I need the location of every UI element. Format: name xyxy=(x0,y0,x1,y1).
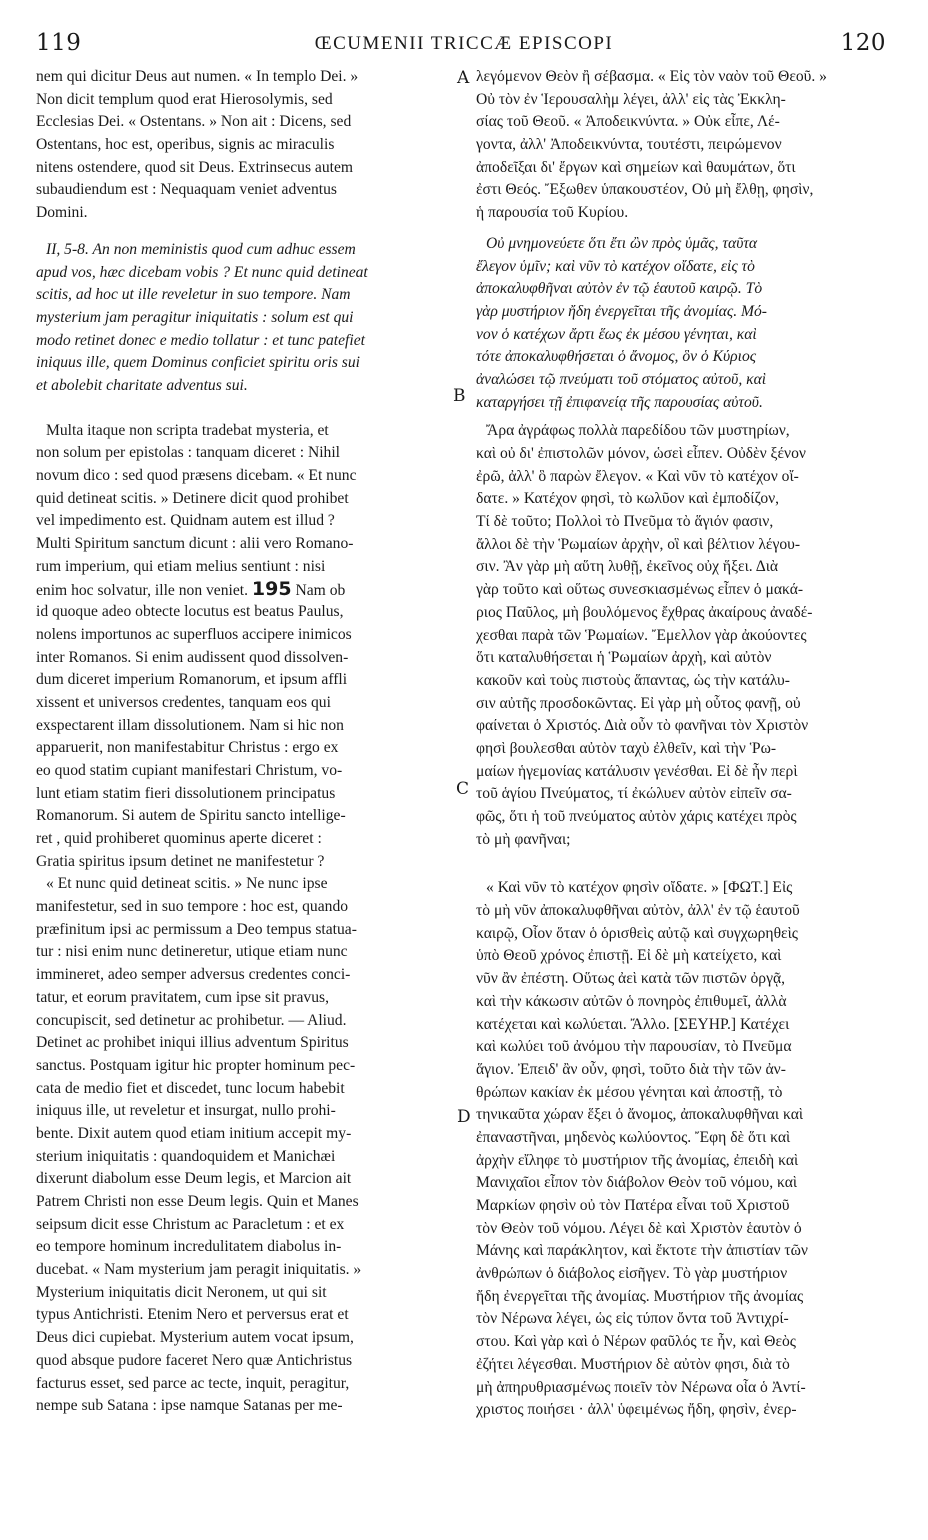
greek-line: ἀνθρώπων ὁ διάβολος εἰσῆγεν. Τὸ γὰρ μυστήριον xyxy=(476,1265,788,1283)
latin-line: typus Antichristi. Etenim Nero et perversus erat et xyxy=(36,1306,349,1324)
margin-letter-b: B xyxy=(453,386,466,406)
latin-paragraph-2-continued xyxy=(36,601,456,873)
greek-line: μὴ ἀπηρυθριασμένως ποιεῖν τὸν Νέρωνα οἷα ὁ Ἀντί- xyxy=(476,1378,806,1396)
latin-line: Ecclesias Dei. « Ostentans. » Non ait : Dicens, sed xyxy=(36,113,352,131)
page-header xyxy=(0,30,928,64)
greek-line: ὅτι καταλυθήσεται ἡ Ῥωμαίων ἀρχὴ, καὶ αὐτὸν xyxy=(476,649,772,667)
latin-paragraph-1 xyxy=(36,66,456,225)
greek-line: Τί δὲ τοῦτο; Πολλοὶ τὸ Πνεῦμα τὸ ἅγιόν φασιν, xyxy=(476,513,774,531)
margin-letter-a: A xyxy=(457,68,470,88)
latin-column xyxy=(36,66,456,1418)
latin-line-with-folio xyxy=(36,578,456,601)
latin-verse-line: mysterium jam peragitur iniquitatis : solum est qui xyxy=(36,308,354,326)
latin-line-tail: Nam ob xyxy=(295,582,346,600)
latin-line: Gratia spiritus ipsum detinet ne manifestetur ? xyxy=(36,852,325,870)
latin-line: sterium iniquitatis : quandoquidem et Manichæi xyxy=(36,1147,336,1165)
latin-verse-line: II, 5-8. An non meministis quod cum adhuc essem xyxy=(46,240,356,258)
greek-line: ἐρῶ, ἀλλ' ὃ παρὼν ἔλεγον. « Καὶ νῦν τὸ κατέχον οἴ- xyxy=(476,467,799,485)
latin-line: Patrem Christi non esse Deum legis. Quin et Manes xyxy=(36,1193,359,1210)
latin-line: concupiscit, sed detinetur ac prohibetur. — Aliud. xyxy=(36,1011,347,1029)
greek-line: χριστος ποιήσει · ἀλλ' ὑφειμένως ἤδη, φησὶν, ἐνερ- xyxy=(476,1401,797,1419)
latin-verse-line: apud vos, hæc dicebam vobis ? Et nunc quid detineat xyxy=(36,263,368,281)
greek-line: καὶ οὐ δι' ἐπιστολῶν μόνον, ὡσεὶ εἶπεν. Οὐδὲν ξένον xyxy=(476,445,806,462)
greek-line: τὸ μὴ νῦν ἀποκαλυφθῆναι αὐτὸν, ἀλλ' ἐν τῷ ἑαυτοῦ xyxy=(476,902,800,920)
latin-line: eo quod statim cupiant manifestari Christum, vo- xyxy=(36,761,343,779)
greek-line: δατε. » Κατέχον φησὶ, τὸ κωλῦον καὶ ἐμποδίζον, xyxy=(476,490,780,508)
latin-line: nem qui dicitur Deus aut numen. « In templo Dei. » xyxy=(36,68,359,85)
greek-scripture-verse xyxy=(476,233,892,415)
greek-verse-line: ἀποκαλυφθῆναι αὐτὸν ἐν τῷ ἑαυτοῦ καιρῷ. Τὸ xyxy=(476,280,763,298)
greek-line: τηνικαῦτα χώραν ἕξει ὁ ἄνομος, ἀποκαλυφθῆναι καὶ xyxy=(476,1106,804,1124)
latin-line: ret , quid prohiberet quominus aperte diceret : xyxy=(36,830,322,847)
greek-verse-line: γὰρ μυστήριον ἤδη ἐνεργεῖται τῆς ἀνομίας. Μό- xyxy=(476,302,767,320)
greek-line: καιρῷ, Οἷον ὅταν ὁ ὁρισθεὶς αὐτῷ καὶ συγχωρηθεὶς xyxy=(476,924,798,942)
latin-line: non solum per epistolas : tanquam diceret : Nihil xyxy=(36,444,341,462)
latin-verse-line: modo retinet donec e medio tollatur : et tunc patefiet xyxy=(36,331,365,349)
greek-verse-line: Οὐ μνημονεύετε ὅτι ἔτι ὢν πρὸς ὑμᾶς, ταῦτα xyxy=(486,234,758,252)
latin-line: manifestetur, sed in suo tempore : hoc est, quando xyxy=(36,898,349,916)
greek-line: καὶ κωλύει τοῦ ἀνόμου τὴν παρουσίαν, τὸ Πνεῦμα xyxy=(476,1038,792,1056)
latin-line: Multi Spiritum sanctum dicunt : alii vero Romano- xyxy=(36,535,354,553)
greek-line: ἐζήτει λέγεσθαι. Μυστήριον δὲ αὐτὸν φησι, διὰ τὸ xyxy=(476,1355,790,1373)
latin-line: dixerunt diabolum esse Deum legis, et Marcion ait xyxy=(36,1170,352,1188)
greek-line: γὰρ τοῦτο καὶ οὕτως συνεσκιασμένως εἶπεν ὁ μακά- xyxy=(476,581,804,599)
latin-line: exspectarent illam dissolutionem. Nam si hic non xyxy=(36,716,344,734)
greek-line: γοντα, ἀλλ' Ἀποδεικνύντα, τουτέστι, πειρώμενον xyxy=(476,136,782,154)
greek-line: κακοῦν καὶ τοὺς πιστοὺς ἅπαντας, ὡς τὴν κατάλυ- xyxy=(476,671,790,689)
greek-line: λεγόμενον Θεὸν ἢ σέβασμα. « Εἰς τὸν ναὸν τοῦ Θεοῦ. » xyxy=(476,68,827,85)
greek-line: τὸν Θεὸν τοῦ νόμου. Λέγει δὲ καὶ Χριστὸν ἑαυτὸν ὁ xyxy=(476,1219,802,1237)
latin-line: sanctus. Postquam igitur hic propter hominum pec- xyxy=(36,1056,356,1074)
latin-line: novum dico : sed quod præsens dicebam. « Et nunc xyxy=(36,467,357,484)
margin-letter-d: D xyxy=(457,1107,471,1127)
page-number-left: 119 xyxy=(36,30,82,56)
greek-paragraph-3 xyxy=(476,877,892,1422)
greek-line: Μανιχαῖοι εἶπον τὸν διάβολον Θεὸν τοῦ νόμου, καὶ xyxy=(476,1174,798,1192)
latin-paragraph-2 xyxy=(36,420,456,579)
greek-line: στου. Καὶ γὰρ καὶ ὁ Νέρων φαῦλός τε ἦν, καὶ Θεὸς xyxy=(476,1333,796,1351)
latin-line: nitens ostendere, quod sit Deus. Extrinsecus autem xyxy=(36,158,354,176)
greek-line: φῶς, ὅτι ἡ τοῦ πνεύματος αὐτὸν χάρις κατέχει πρὸς xyxy=(476,808,797,825)
greek-verse-line: νον ὁ κατέχων ἄρτι ἕως ἐκ μέσου γένηται, καὶ xyxy=(476,325,757,343)
greek-line: ἤδη ἐνεργεῖται τῆς ἀνομίας. Μυστήριον τῆς ἀνομίας xyxy=(476,1287,804,1305)
latin-line: dum diceret imperium Romanorum, et ipsum affli xyxy=(36,671,348,689)
greek-line: σιν. Ἂν γὰρ μὴ αὕτη λυθῇ, ἐκεῖνος οὐχ ἥξει. Διὰ xyxy=(476,558,779,576)
folio-number: 195 xyxy=(251,578,292,601)
greek-line: « Καὶ νῦν τὸ κατέχον φησὶν οἴδατε. » [ΦΩΤ.] Εἰς xyxy=(486,879,793,897)
latin-line: Domini. xyxy=(36,204,88,222)
greek-line: σιν αὐτῆς προσδοκῶντας. Εἰ γὰρ μὴ οὗτος φανῇ, οὐ xyxy=(476,694,801,712)
greek-verse-line: καταργήσει τῇ ἐπιφανείᾳ τῆς παρουσίας αὐτοῦ. xyxy=(476,393,763,411)
margin-letter-c: C xyxy=(456,779,470,799)
greek-line: ἅγιον. Ἐπειδ' ἂν οὖν, φησὶ, τοῦτο διὰ τὴν τῶν ἀν- xyxy=(476,1060,786,1078)
latin-line-text: enim hoc solvatur, ille non veniet. xyxy=(36,582,249,600)
latin-line: quid detineat scitis. » Detinere dicit quod prohibet xyxy=(36,489,349,507)
latin-line: Mysterium iniquitatis dicit Neronem, ut qui sit xyxy=(36,1283,327,1301)
greek-line: ριος Παῦλος, μὴ βουλόμενος ἔχθρας ἀκαίρους ἀναδέ- xyxy=(476,603,813,621)
page-number-right: 120 xyxy=(840,30,886,56)
latin-line: facturus esset, sed parce ac tecte, inquit, peragitur, xyxy=(36,1374,350,1392)
latin-line: eo tempore hominum incredulitatem diabolus in- xyxy=(36,1238,342,1256)
latin-line: Multa itaque non scripta tradebat mysteria, et xyxy=(46,421,329,439)
greek-line: κατέχεται καὶ κωλύεται. Ἄλλο. [ΣΕΥΗΡ.] Κατέχει xyxy=(476,1015,790,1033)
greek-line: Ἄρα ἀγράφως πολλὰ παρεδίδου τῶν μυστηρίων, xyxy=(486,422,790,440)
greek-line: φησὶ βουλεσθαι αὐτὸν ταχὺ ἐλθεῖν, καὶ τὴν Ῥω- xyxy=(476,739,777,757)
greek-line: νῦν ἂν ἐπέστη. Οὕτως ἀεὶ κατὰ τῶν πιστῶν ὀργᾷ, xyxy=(476,970,786,988)
latin-line: lunt etiam statim fieri dissolutionem principatus xyxy=(36,784,336,802)
latin-line: xissent et universos credentes, tanquam eos qui xyxy=(36,693,331,711)
greek-paragraph-2 xyxy=(476,420,892,851)
latin-line: tatur, et eorum pravitatem, cum ipse sit pravus, xyxy=(36,988,329,1006)
greek-line: Μάνης καὶ παράκλητον, καὶ ἔκτοτε τὴν ἀπιστίαν τῶν xyxy=(476,1242,808,1260)
latin-paragraph-3 xyxy=(36,873,456,1418)
latin-line: nempe sub Satana : ipse namque Satanas per me- xyxy=(36,1397,343,1415)
greek-line: Μαρκίων φησὶν οὐ τὸν Πατέρα εἶναι τοῦ Χριστοῦ xyxy=(476,1197,790,1214)
latin-line: rum imperium, qui etiam melius sentiunt : nisi xyxy=(36,557,326,575)
latin-verse-line: iniquus ille, quem Dominus conficiet spiritu oris sui xyxy=(36,354,360,372)
latin-line: bente. Dixit autem quod etiam initium accepit my- xyxy=(36,1124,352,1142)
greek-line: ἀποδεῖξαι δι' ἔργων καὶ σημείων καὶ θαυμάτων, ὅτι xyxy=(476,158,796,176)
greek-line: ἄλλοι δὲ τὴν Ῥωμαίων ἀρχὴν, οἳ καὶ βέλτιον λέγου- xyxy=(476,535,801,553)
greek-line: μαίων ἡγεμονίας κατάλυσιν γενέσθαι. Εἰ δὲ ἦν περὶ xyxy=(476,762,798,780)
greek-line: ὑπὸ Θεοῦ χρόνος ἐπιστῇ. Εἰ δὲ μὴ κατείχετο, καὶ xyxy=(476,947,782,965)
latin-line: Non dicit templum quod erat Hierosolymis, sed xyxy=(36,90,333,108)
latin-line: tur : nisi enim nunc detineretur, utique etiam nunc xyxy=(36,943,348,961)
latin-line: Deus dici cupiebat. Mysterium autem vocat ipsum, xyxy=(36,1329,354,1347)
running-title: ŒCUMENII TRICCÆ EPISCOPI xyxy=(314,33,614,54)
latin-line: inter Romanos. Si enim audissent quod dissolven- xyxy=(36,648,349,666)
greek-line: καὶ τὴν κάκωσιν αὐτῶν ὁ πονηρὸς ἐπιθυμεῖ, ἀλλὰ xyxy=(476,992,787,1010)
greek-line: θρώπων κακίαν ἐκ μέσου γένηται καὶ ἀποστῇ, τὸ xyxy=(476,1083,783,1101)
greek-verse-line: ἀναλώσει τῷ πνεύματι τοῦ στόματος αὐτοῦ, καὶ xyxy=(476,370,767,388)
latin-line: cata de medio fiet et discedet, tunc locum habebit xyxy=(36,1079,345,1097)
latin-line: præfinitum ipsi ac permissum a Deo tempus statua- xyxy=(36,920,357,938)
latin-line: vel impedimento est. Quidnam autem est illud ? xyxy=(36,512,335,530)
greek-line: Οὐ τὸν ἐν Ἱερουσαλὴμ λέγει, ἀλλ' εἰς τὰς Ἐκκλη- xyxy=(476,90,786,108)
greek-line: τὸν Νέρωνα λέγει, ὡς εἰς τύπον ὄντα τοῦ Ἀντιχρί- xyxy=(476,1310,789,1328)
latin-line: Ostentans, hoc est, operibus, signis ac miraculis xyxy=(36,136,335,154)
greek-verse-line: τότε ἀποκαλυφθήσεται ὁ ἄνομος, ὃν ὁ Κύριος xyxy=(476,348,757,366)
greek-line: τὸ μὴ φανῆναι; xyxy=(476,830,571,848)
latin-line: Romanorum. Si autem de Spiritu sancto intellige- xyxy=(36,807,346,825)
greek-column xyxy=(476,66,892,1422)
latin-verse-line: et abolebit charitate adventus sui. xyxy=(36,376,248,394)
latin-line: « Et nunc quid detineat scitis. » Ne nunc ipse xyxy=(46,875,328,893)
greek-line: φαίνεται ὁ Χριστός. Διὰ οὖν τὸ φανῆναι τὸν Χριστὸν xyxy=(476,717,809,735)
latin-line: apparuerit, non manifestabitur Christus : ergo ex xyxy=(36,739,339,757)
latin-line: seipsum dicit esse Christum ac Paracletum : et ex xyxy=(36,1215,345,1233)
greek-line: ἐστι Θεός. Ἔξωθεν ὑπακουστέον, Οὐ μὴ ἔλθῃ, φησὶν, xyxy=(476,181,814,199)
latin-line: Detinet ac prohibet iniqui illius adventum Spiritus xyxy=(36,1034,349,1052)
latin-line: nolens importunos ac superfluos accipere inimicos xyxy=(36,625,352,643)
greek-line: τοῦ ἁγίου Πνεύματος, τί ἐκώλυεν αὐτὸν εἰπεῖν σα- xyxy=(476,785,792,803)
greek-verse-line: ἔλεγον ὑμῖν; καὶ νῦν τὸ κατέχον οἴδατε, εἰς τὸ xyxy=(476,257,755,275)
latin-line: quod absque pudore faceret Nero quæ Antichristus xyxy=(36,1351,353,1369)
greek-line: ἀρχὴν εἴληφε τὸ μυστήριον τῆς ἀνομίας, ἐπειδὴ καὶ xyxy=(476,1151,799,1169)
latin-line: id quoque adeo obtecte locutus est beatus Paulus, xyxy=(36,603,344,621)
latin-line: immineret, adeo semper adversus credentes conci- xyxy=(36,966,351,984)
latin-line: subaudiendum est : Nequaquam veniet adventus xyxy=(36,181,337,199)
latin-verse-line: scitis, ad hoc ut ille reveletur in suo tempore. Nam xyxy=(36,286,351,304)
greek-line: ἡ παρουσία τοῦ Κυρίου. xyxy=(476,204,629,222)
greek-line: χεσθαι παρὰ τῶν Ῥωμαίων. Ἔμελλον γὰρ ἀκούοντες xyxy=(476,626,807,644)
greek-paragraph-1 xyxy=(476,66,892,225)
greek-line: σίας τοῦ Θεοῦ. « Ἀποδεικνύντα. » Οὐκ εἶπε, Λέ- xyxy=(476,113,780,131)
latin-line: iniquus ille, ut reveletur et insurgat, nullo prohi- xyxy=(36,1102,336,1120)
greek-line: ἐπαναστῆναι, μηδενὸς κωλύοντος. Ἔφη δὲ ὅτι καὶ xyxy=(476,1128,791,1146)
latin-line: ducebat. « Nam mysterium jam peragit iniquitatis. » xyxy=(36,1261,362,1279)
latin-scripture-verse xyxy=(36,239,456,398)
